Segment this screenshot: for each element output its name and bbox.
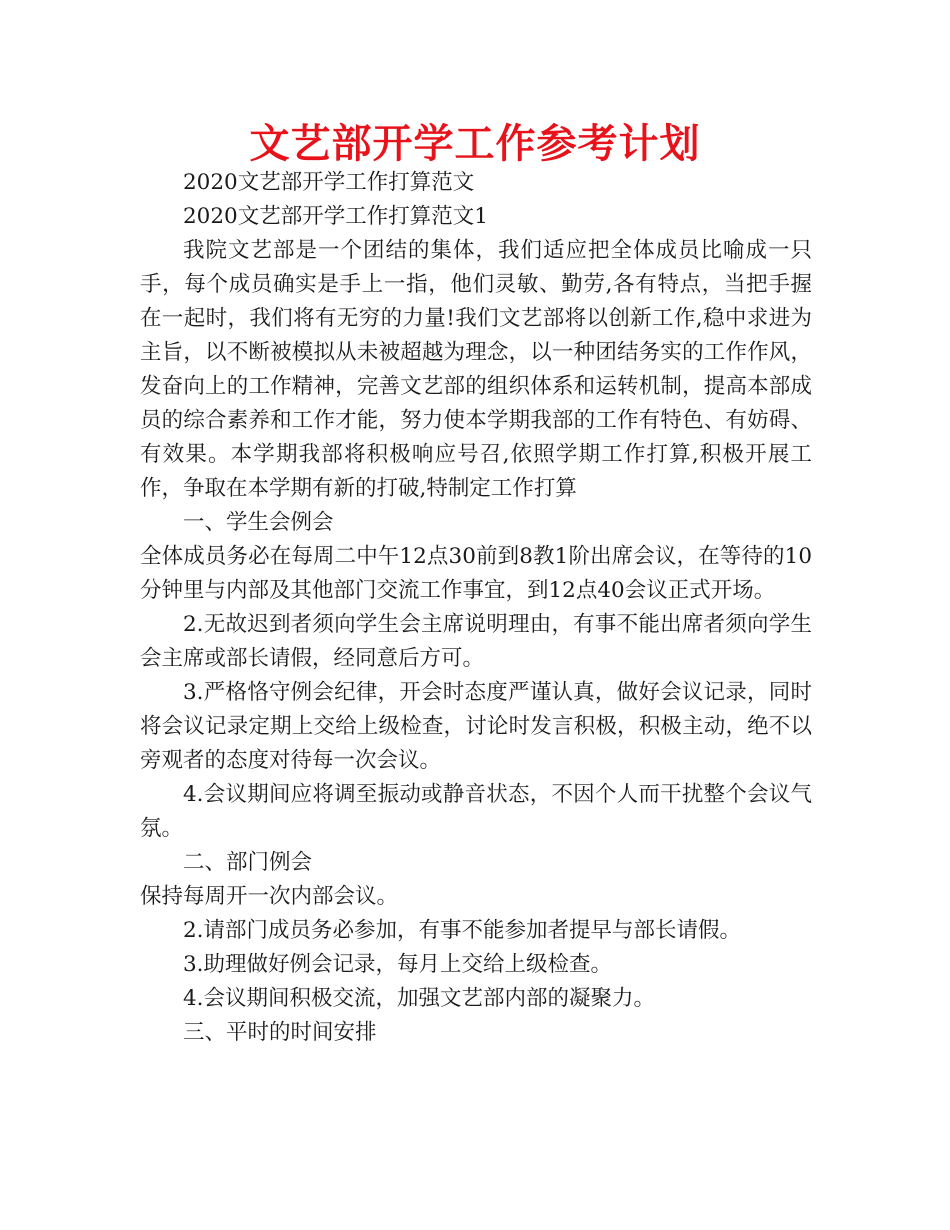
list-item: 4.会议期间积极交流，加强文艺部内部的凝聚力。 — [183, 986, 656, 1011]
document-body — [140, 166, 812, 1050]
list-item: 3.严格恪守例会纪律，开会时态度严谨认真，做好会议记录，同时将会议记录定期上交给上级检查，讨论时发言积极，积极主动，绝不以旁观者的态度对待每一次会议。 — [140, 680, 812, 773]
section-heading: 二、部门例会 — [183, 850, 313, 875]
list-item: 3.助理做好例会记录，每月上交给上级检查。 — [183, 952, 613, 977]
paragraph: 全体成员务必在每周二中午12点30前到8教1阶出席会议，在等待的10分钟里与内部及其他部门交流工作事宜，到12点40会议正式开场。 — [140, 544, 812, 603]
section-heading: 三、平时的时间安排 — [183, 1020, 377, 1045]
document-title: 文艺部开学工作参考计划 — [249, 120, 701, 167]
list-item: 2.无故迟到者须向学生会主席说明理由，有事不能出席者须向学生会主席或部长请假，经同意后方可。 — [140, 612, 812, 671]
list-item: 2.请部门成员务必参加，有事不能参加者提早与部长请假。 — [183, 918, 742, 943]
paragraph: 保持每周开一次内部会议。 — [140, 884, 399, 909]
intro-paragraph: 我院文艺部是一个团结的集体，我们适应把全体成员比喻成一只手，每个成员确实是手上一指，他们灵敏、勤劳,各有特点，当把手握在一起时，我们将有无穷的力量!我们文艺部将以创新工作,稳中求进为主旨，以不断被模拟从未被超越为理念，以一种团结务实的工作作风，发奋向上的工作精神，完善文艺部的组织体系和运转机制，提高本部成员的综合素养和工作才能，努力使本学期我部的工作有特色、有妨碍、有效果。本学期我部将积极响应号召,依照学期工作打算,积极开展工作，争取在本学期有新的打破,特制定工作打算 — [140, 238, 812, 501]
paragraph: 2020文艺部开学工作打算范文 — [183, 170, 475, 195]
section-heading: 一、学生会例会 — [183, 510, 334, 535]
paragraph: 2020文艺部开学工作打算范文1 — [183, 204, 488, 229]
list-item: 4.会议期间应将调至振动或静音状态，不因个人而干扰整个会议气氛。 — [140, 782, 812, 841]
